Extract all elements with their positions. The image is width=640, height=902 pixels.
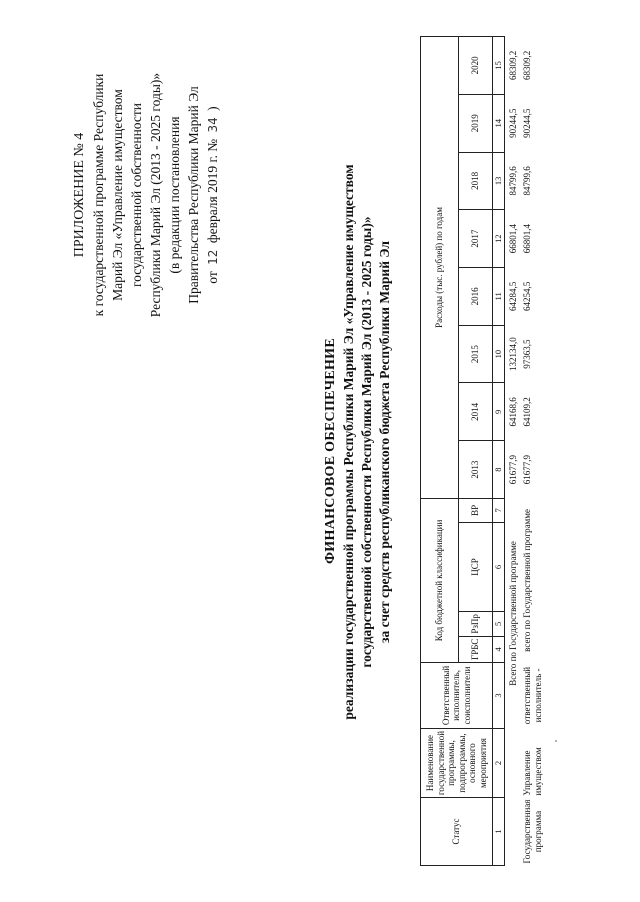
- column-number: 7: [493, 498, 505, 522]
- table-cell-value: 64168,6: [507, 397, 518, 427]
- column-number: 4: [493, 636, 505, 662]
- table-cell-value: 90244,5: [507, 108, 518, 138]
- table-cell-value: 132134,0: [507, 337, 518, 371]
- header-year: 2020: [459, 37, 493, 95]
- date-suffix: ): [205, 106, 220, 111]
- table-cell-value: 64109,2: [522, 397, 532, 427]
- column-number: 13: [493, 152, 505, 210]
- row-status: Государственная программа: [522, 799, 543, 864]
- header-csr: ЦСР: [459, 522, 493, 611]
- appendix-date-line: [203, 60, 223, 330]
- header-rzpr: РзПр: [459, 612, 493, 637]
- column-number: 8: [493, 441, 505, 499]
- date-day: 12: [206, 249, 220, 265]
- column-number: 11: [493, 268, 505, 326]
- document-title: ФИНАНСОВОЕ ОБЕСПЕЧЕНИЕ: [323, 337, 338, 565]
- header-year: 2018: [459, 152, 493, 210]
- table-cell-value: 64254,5: [522, 281, 532, 311]
- table-cell-value: 90244,5: [522, 108, 532, 138]
- row-csr-label: всего по Государственной программе: [522, 509, 532, 652]
- table-row-total: [504, 37, 519, 866]
- financing-table: [420, 36, 544, 866]
- table-cell-value: 66801,4: [507, 224, 518, 254]
- column-number: 2: [493, 728, 505, 797]
- table-cell-value: 84799,6: [522, 166, 532, 196]
- column-number: 5: [493, 612, 505, 637]
- column-number: 12: [493, 210, 505, 268]
- column-number: 1: [493, 798, 505, 866]
- header-responsible: Ответственный исполнитель, соисполнители: [421, 662, 493, 728]
- table-cell-value: 61677,9: [507, 454, 518, 485]
- header-status: Статус: [421, 798, 493, 866]
- header-year: 2015: [459, 325, 493, 383]
- header-year: 2014: [459, 383, 493, 441]
- table-cell-value: 68309,2: [522, 50, 532, 81]
- table-cell-value: 97363,5: [522, 339, 532, 369]
- table-cell-value: 84799,6: [507, 166, 518, 196]
- date-number: 34: [206, 117, 220, 133]
- table-cell-value: 64284,5: [507, 281, 518, 311]
- column-number: 15: [493, 37, 505, 95]
- appendix-line: государственной собственности: [129, 102, 144, 288]
- date-middle: февраля 2019 г. №: [205, 138, 220, 244]
- subtitle-line: государственной собственности Республики Марий Эл (2013 - 2025 годы)»: [359, 216, 374, 668]
- column-number: 9: [493, 383, 505, 441]
- document-subtitle: [340, 142, 394, 742]
- header-grbs: ГРБС: [459, 636, 493, 662]
- table-cell-value: 68309,2: [507, 50, 518, 81]
- scan-speck: [555, 740, 557, 742]
- date-prefix: от: [205, 271, 220, 284]
- header-year: 2016: [459, 268, 493, 326]
- header-vr: ВР: [459, 498, 493, 522]
- header-expenses: Расходы (тыс. рублей) по годам: [421, 37, 459, 499]
- subtitle-line: за счет средств республиканского бюджета Республики Марий Эл: [377, 241, 392, 643]
- column-number: 14: [493, 94, 505, 152]
- subtitle-line: реализации государственной программы Республики Марий Эл «Управление имуществом: [341, 164, 356, 720]
- header-year: 2019: [459, 94, 493, 152]
- header-name: Наименование государственной программы, подпрограммы, основного мероприятия: [421, 728, 493, 797]
- appendix-line: к государственной программе Республики: [91, 73, 106, 317]
- row-label-total: Всего по Государственной программе: [507, 541, 518, 686]
- row-responsible: ответственный исполнитель -: [522, 666, 543, 725]
- column-number-row: [493, 37, 505, 866]
- column-number: 3: [493, 662, 505, 728]
- table-cell-value: 61677,9: [522, 454, 532, 485]
- header-year: 2013: [459, 441, 493, 499]
- table-cell-value: 66801,4: [522, 224, 532, 254]
- appendix-line: (в редакции постановления: [167, 116, 182, 274]
- appendix-heading: ПРИЛОЖЕНИЕ № 4: [72, 132, 87, 258]
- appendix-line: Правительства Республики Марий Эл: [186, 86, 201, 304]
- appendix-line: Марий Эл «Управление имуществом: [110, 89, 125, 301]
- column-number: 6: [493, 522, 505, 611]
- table-row-program: [519, 37, 544, 866]
- appendix-block: [70, 60, 223, 330]
- header-budget-code: Код бюджетной классификации: [421, 498, 459, 662]
- column-number: 10: [493, 325, 505, 383]
- appendix-line: Республики Марий Эл (2013 - 2025 годы)»: [148, 72, 163, 318]
- header-year: 2017: [459, 210, 493, 268]
- row-name: Управление имуществом: [522, 747, 543, 796]
